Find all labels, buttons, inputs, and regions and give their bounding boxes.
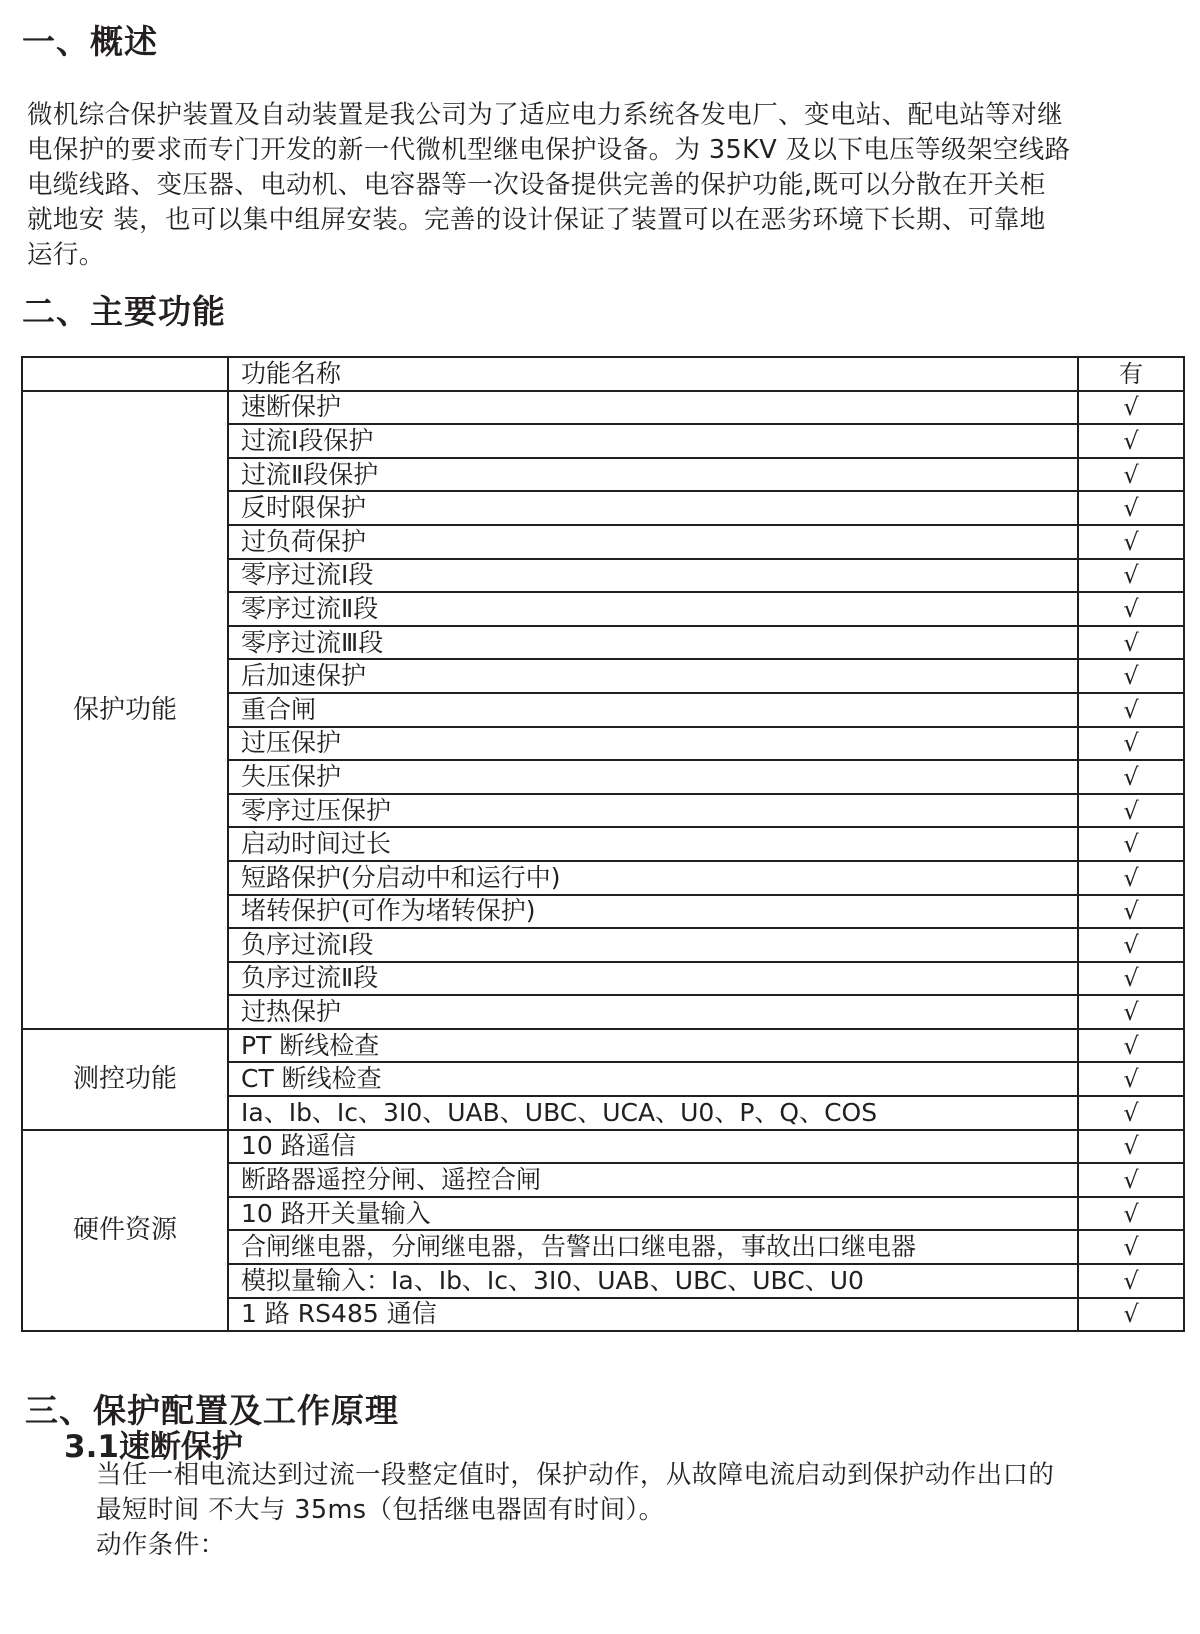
function-name-cell: 失压保护 xyxy=(228,760,1078,794)
function-name-cell: 10 路开关量输入 xyxy=(228,1197,1078,1231)
overview-line: 电保护的要求而专门开发的新一代微机型继电保护设备。为 35KV 及以下电压等级架空线路 xyxy=(27,135,1071,165)
check-mark-cell: √ xyxy=(1078,1298,1184,1332)
check-mark-cell: √ xyxy=(1078,458,1184,492)
section-3-1-line: 当任一相电流达到过流一段整定值时，保护动作，从故障电流启动到保护动作出口的 xyxy=(96,1460,1055,1490)
overview-paragraph xyxy=(27,98,1177,273)
function-name-cell: 重合闸 xyxy=(228,693,1078,727)
header-function-name: 功能名称 xyxy=(228,357,1078,391)
table-row xyxy=(22,391,1184,425)
function-name-cell: 断路器遥控分闸、遥控合闸 xyxy=(228,1163,1078,1197)
function-name-cell: 启动时间过长 xyxy=(228,827,1078,861)
check-mark-cell: √ xyxy=(1078,525,1184,559)
function-table xyxy=(21,356,1185,1332)
function-name-cell: 零序过流Ⅱ段 xyxy=(228,592,1078,626)
function-name-cell: 过热保护 xyxy=(228,995,1078,1029)
check-mark-cell: √ xyxy=(1078,995,1184,1029)
table-row xyxy=(22,1130,1184,1164)
table-header-row xyxy=(22,357,1184,391)
check-mark-cell: √ xyxy=(1078,659,1184,693)
check-mark-cell: √ xyxy=(1078,727,1184,761)
section-3-1-paragraph xyxy=(96,1458,1054,1563)
function-name-cell: 短路保护(分启动中和运行中) xyxy=(228,861,1078,895)
check-mark-cell: √ xyxy=(1078,559,1184,593)
overview-line: 运行。 xyxy=(27,240,105,270)
check-mark-cell: √ xyxy=(1078,626,1184,660)
overview-line: 微机综合保护装置及自动装置是我公司为了适应电力系统各发电厂、变电站、配电站等对继 xyxy=(27,100,1064,130)
header-has: 有 xyxy=(1078,357,1184,391)
check-mark-cell: √ xyxy=(1078,491,1184,525)
function-name-cell: 负序过流Ⅰ段 xyxy=(228,928,1078,962)
check-mark-cell: √ xyxy=(1078,693,1184,727)
function-name-cell: PT 断线检查 xyxy=(228,1029,1078,1063)
function-name-cell: CT 断线检查 xyxy=(228,1062,1078,1096)
subsection-3-1-heading: 3.1速断保护 xyxy=(64,1429,243,1465)
function-name-cell: 零序过压保护 xyxy=(228,794,1078,828)
check-mark-cell: √ xyxy=(1078,592,1184,626)
check-mark-cell: √ xyxy=(1078,391,1184,425)
section-1-heading: 一、概述 xyxy=(22,22,158,61)
function-name-cell: 反时限保护 xyxy=(228,491,1078,525)
function-name-cell: 零序过流Ⅲ段 xyxy=(228,626,1078,660)
function-name-cell: 堵转保护(可作为堵转保护) xyxy=(228,895,1078,929)
section-3-1-line: 动作条件： xyxy=(96,1530,226,1560)
check-mark-cell: √ xyxy=(1078,962,1184,996)
function-name-cell: 零序过流Ⅰ段 xyxy=(228,559,1078,593)
function-name-cell: 1 路 RS485 通信 xyxy=(228,1298,1078,1332)
function-name-cell: 过流Ⅰ段保护 xyxy=(228,424,1078,458)
function-name-cell: 过流Ⅱ段保护 xyxy=(228,458,1078,492)
function-name-cell: 过压保护 xyxy=(228,727,1078,761)
check-mark-cell: √ xyxy=(1078,861,1184,895)
function-name-cell: 后加速保护 xyxy=(228,659,1078,693)
table-row xyxy=(22,1029,1184,1063)
category-cell: 硬件资源 xyxy=(22,1130,228,1332)
function-name-cell: Ia、Ib、Ic、3I0、UAB、UBC、UCA、U0、P、Q、COS xyxy=(228,1096,1078,1130)
check-mark-cell: √ xyxy=(1078,1096,1184,1130)
category-cell: 保护功能 xyxy=(22,391,228,1029)
check-mark-cell: √ xyxy=(1078,1197,1184,1231)
function-name-cell: 过负荷保护 xyxy=(228,525,1078,559)
section-3-1-line: 最短时间 不大与 35ms（包括继电器固有时间）。 xyxy=(96,1495,665,1525)
function-name-cell: 模拟量输入：Ia、Ib、Ic、3I0、UAB、UBC、UBC、U0 xyxy=(228,1264,1078,1298)
check-mark-cell: √ xyxy=(1078,1230,1184,1264)
section-2-heading: 二、主要功能 xyxy=(22,292,226,331)
function-name-cell: 10 路遥信 xyxy=(228,1130,1078,1164)
category-cell: 测控功能 xyxy=(22,1029,228,1130)
check-mark-cell: √ xyxy=(1078,760,1184,794)
check-mark-cell: √ xyxy=(1078,1029,1184,1063)
section-3-heading: 三、保护配置及工作原理 xyxy=(25,1391,399,1430)
check-mark-cell: √ xyxy=(1078,424,1184,458)
function-name-cell: 合闸继电器，分闸继电器，告警出口继电器，事故出口继电器 xyxy=(228,1230,1078,1264)
check-mark-cell: √ xyxy=(1078,928,1184,962)
check-mark-cell: √ xyxy=(1078,1264,1184,1298)
overview-line: 就地安 装，也可以集中组屏安装。完善的设计保证了装置可以在恶劣环境下长期、可靠地 xyxy=(27,205,1046,235)
header-category-cell xyxy=(22,357,228,391)
function-name-cell: 速断保护 xyxy=(228,391,1078,425)
check-mark-cell: √ xyxy=(1078,794,1184,828)
check-mark-cell: √ xyxy=(1078,1130,1184,1164)
check-mark-cell: √ xyxy=(1078,827,1184,861)
check-mark-cell: √ xyxy=(1078,1163,1184,1197)
overview-line: 电缆线路、变压器、电动机、电容器等一次设备提供完善的保护功能,既可以分散在开关柜 xyxy=(27,170,1046,200)
check-mark-cell: √ xyxy=(1078,1062,1184,1096)
check-mark-cell: √ xyxy=(1078,895,1184,929)
function-name-cell: 负序过流Ⅱ段 xyxy=(228,962,1078,996)
